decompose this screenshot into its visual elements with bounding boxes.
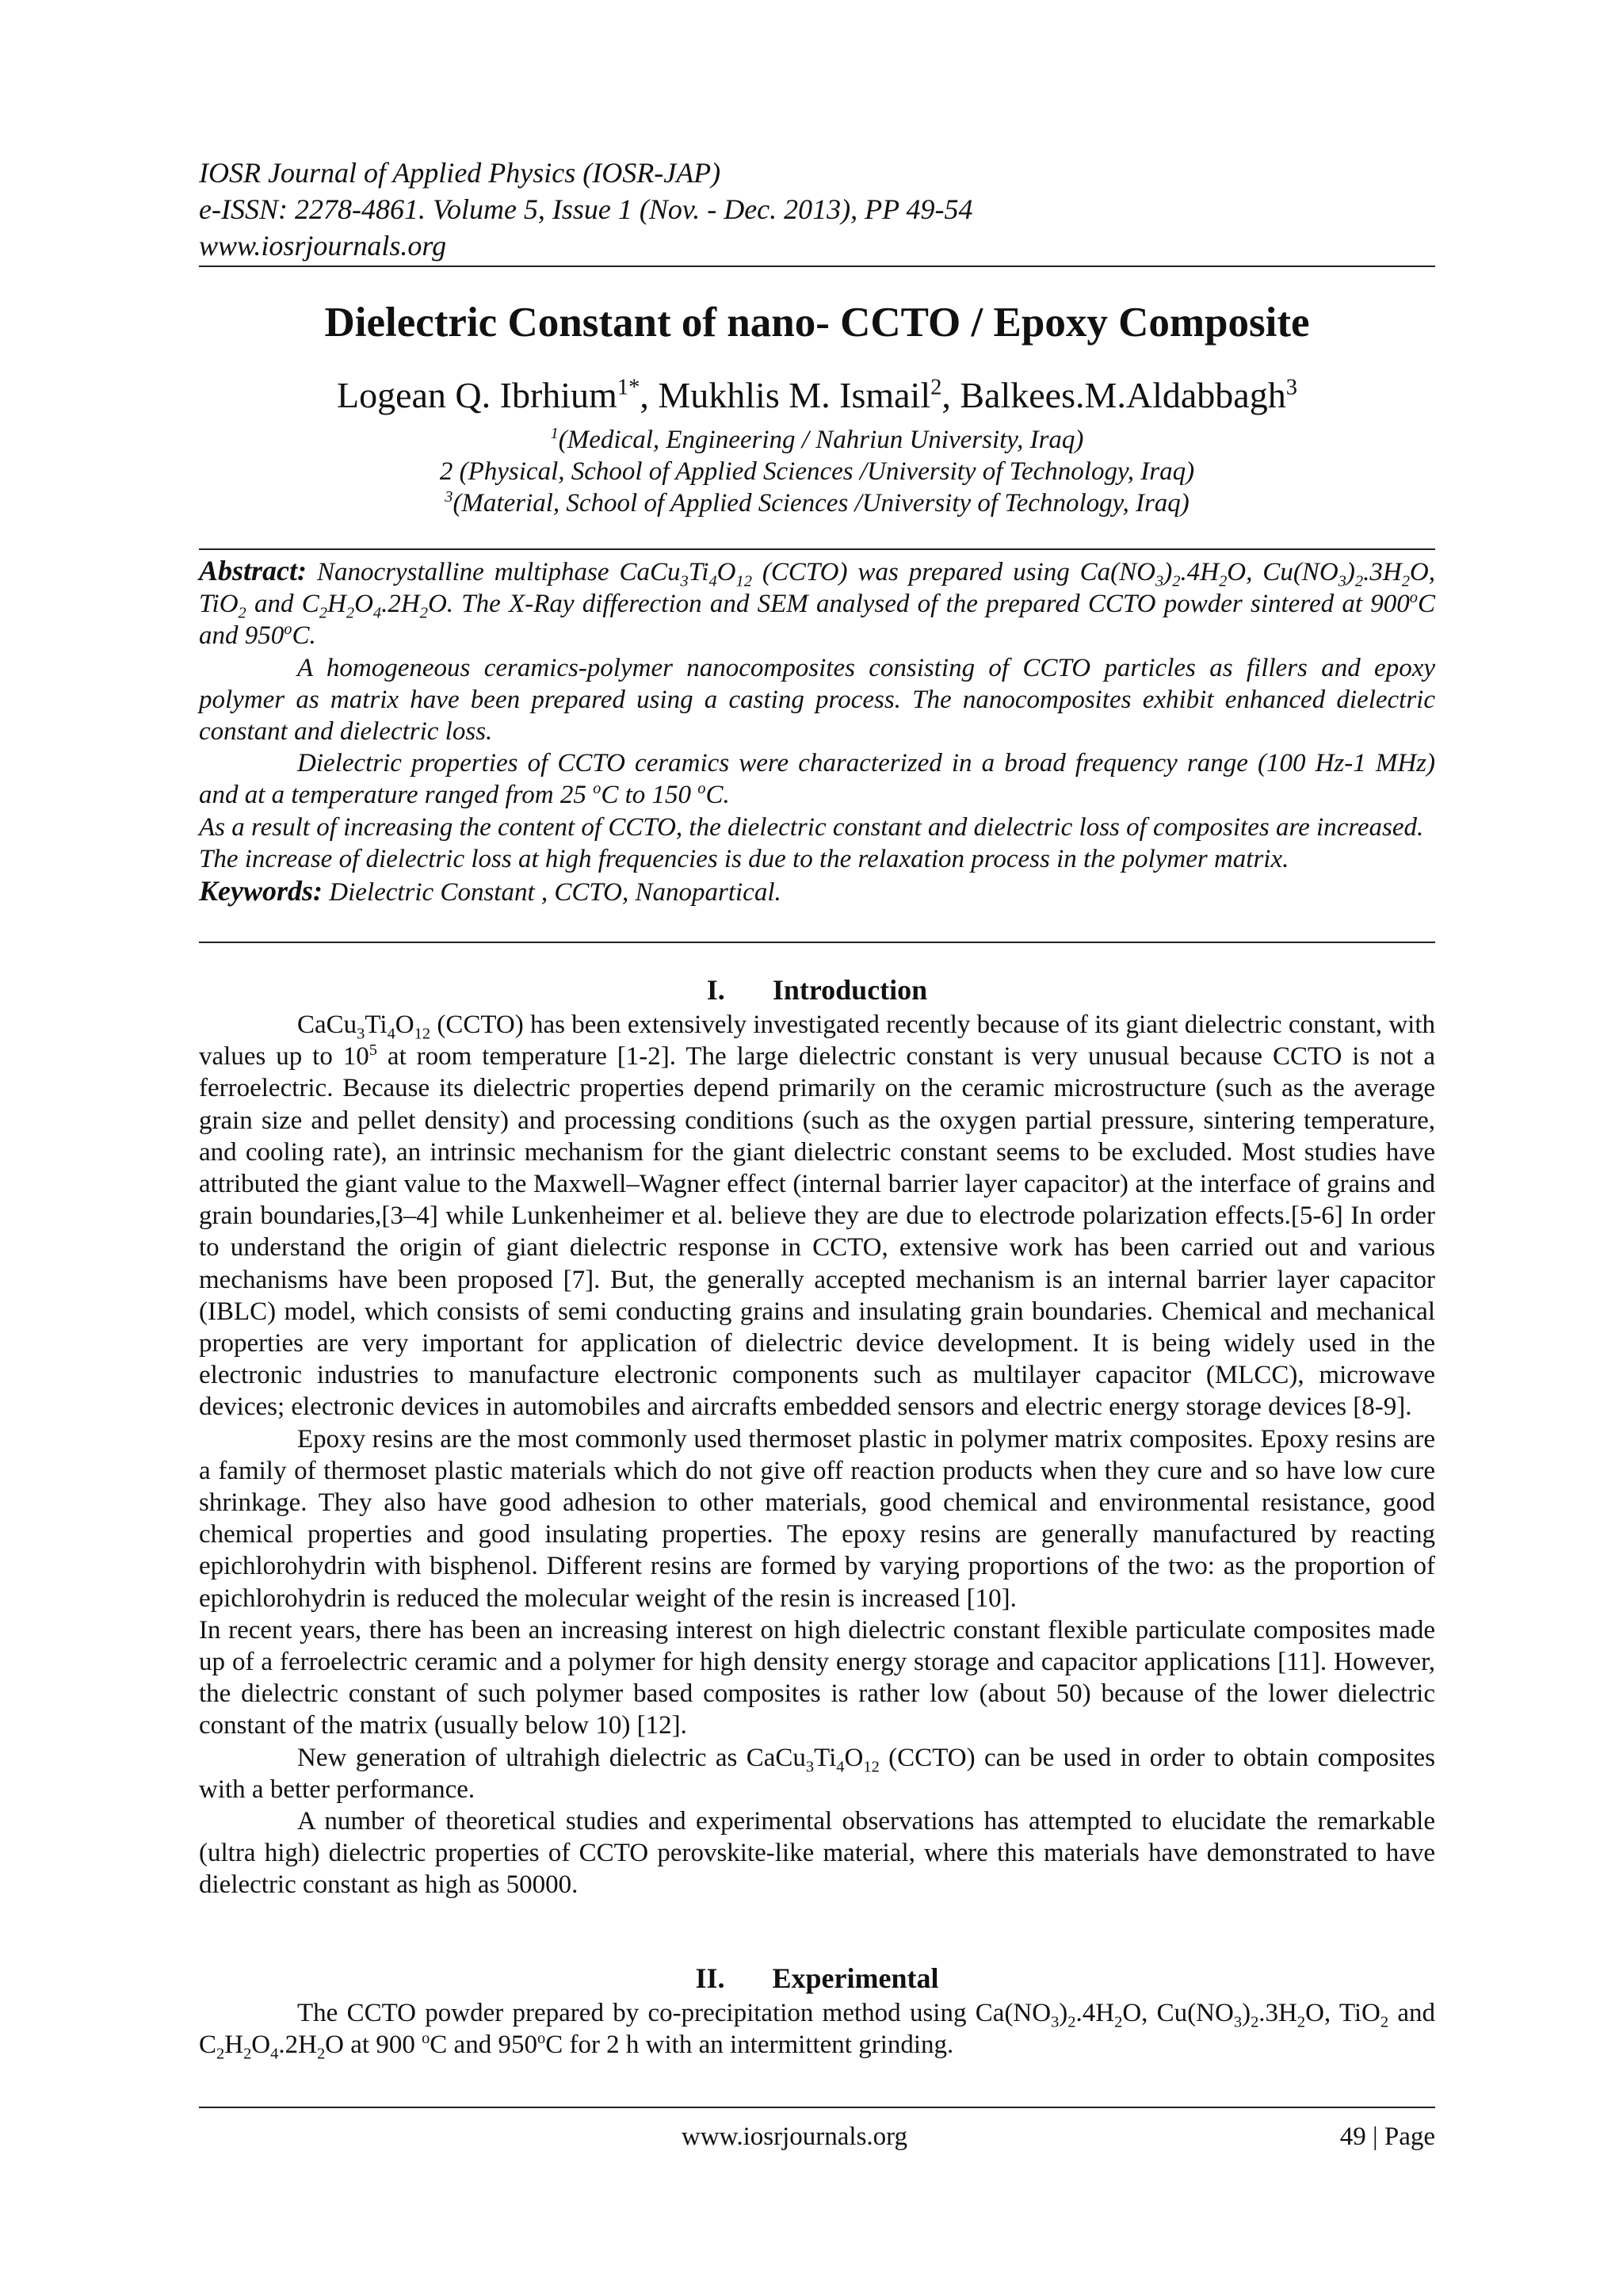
intro-p1: $CaCu_3Ti_4O_{12}$ (CCTO) has been extensively investigated recently because of its giant dielectric constant, with values up to $10^5$ at room temperature [1-2]. The large dielectric constant is very unusual because CCTO is not a ferroelectric. Because its dielectric properties depend primarily on the ceramic microstructure (such as the average grain size and pellet density) and processing conditions (such as the oxygen partial pressure, sintering temperature, and cooling rate), an intrinsic mechanism for the giant dielectric constant seems to be excluded. Most studies have attributed the giant value to the Maxwell–Wagner effect (internal barrier layer capacitor) at the interface of grains and grain boundaries,[3–4] while Lunkenheimer et al. believe they are due to electrode polarization effects.[5-6] In order to understand the origin of giant dielectric response in CCTO, extensive work has been carried out and various mechanisms have been proposed [7]. But, the generally accepted mechanism is an internal barrier layer capacitor (IBLC) model, which consists of semi conducting grains and insulating grain boundaries. Chemical and mechanical properties are very important for application of dielectric device development. It is being widely used in the electronic industries to manufacture electronic components such as multilayer capacitor (MLCC), microwave devices; electronic devices in automobiles and aircrafts embedded sensors and electric energy storage devices [8-9]. [199,1010,1435,1422]
author-1: Logean Q. Ibrhium [336,375,617,415]
keywords-label: Keywords: [199,875,323,907]
intro-p2: Epoxy resins are the most commonly used thermoset plastic in polymer matrix composites. Epoxy resins are a family of thermoset plastic materials which do not give off reaction products when they cure and so have low cure shrinkage. They also have good adhesion to other materials, good chemical and environmental resistance, good chemical properties and good insulating properties. The epoxy resins are generally manufactured by reacting epichlorohydrin with bisphenol. Different resins are formed by varying proportions of the two: as the proportion of epichlorohydrin is reduced the molecular weight of the resin is increased [10]. [199,1424,1435,1613]
journal-name: IOSR Journal of Applied Physics (IOSR-JAP) [199,157,721,189]
abstract-bottom-rule [199,942,1435,943]
author-3: , Balkees.M.Aldabbagh [941,375,1286,415]
abstract-p4: As a result of increasing the content of CCTO, the dielectric constant and dielectric loss of composites are increased. [199,812,1424,842]
affiliation-3: $^3$(Material, School of Applied Sciences /University of Technology, Iraq) [445,488,1190,518]
affiliation-2: 2 (Physical, School of Applied Sciences /University of Technology, Iraq) [439,457,1195,486]
footer-rule [199,2107,1435,2108]
abstract-p2: A homogeneous ceramics-polymer nanocomposites consisting of CCTO particles as fillers and epoxy polymer as matrix have been prepared using a casting process. The nanocomposites exhibit enhanced dielectric constant and dielectric loss. [199,653,1435,747]
affiliation-1: $^1$(Medical, Engineering / Nahriun University, Iraq) [550,425,1084,454]
paper-title: Dielectric Constant of nano- CCTO / Epoxy Composite [324,300,1310,346]
intro-p4: New generation of ultrahigh dielectric as $CaCu_3Ti_4O_{12}$ (CCTO) can be used in order to obtain composites with a better performance. [199,1743,1435,1804]
section-heading-experimental: II. Experimental [695,1962,939,1994]
journal-website[interactable]: www.iosrjournals.org [199,230,447,262]
abstract-p3: Dielectric properties of CCTO ceramics were characterized in a broad frequency range (100 Hz-1 MHz) and at a temperature ranged from 25 $^o$C to 150 $^o$C. [199,749,1435,810]
abstract-p5: The increase of dielectric loss at high frequencies is due to the relaxation process in the polymer matrix. [199,844,1289,873]
journal-issn: e-ISSN: 2278-4861. Volume 5, Issue 1 (Nov. - Dec. 2013), PP 49-54 [199,193,973,225]
footer-website[interactable]: www.iosrjournals.org [682,2122,908,2151]
header-rule [199,266,1435,267]
keywords: Keywords: Dielectric Constant , CCTO, Nanopartical. [199,875,781,907]
page-number: 49 | Page [1339,2122,1435,2151]
journal-header [199,155,1435,264]
section-experimental-body [199,1997,1435,2061]
abstract-label: Abstract: [199,555,307,586]
abstract-p1: Abstract: Nanocrystalline multiphase $CaCu_3Ti_4O_{12}$ (CCTO) was prepared using $Ca(NO_3)_2.4H_2O$, $Cu(NO_3)_2.3H_2O$, TiO$_2$ and $C_2H_2O_4.2H_2O$. The X-Ray differection and SEM analysed of the prepared CCTO powder sintered at 900$^o$C and 950$^o$C. [199,555,1435,651]
section-introduction-body [199,1009,1435,1901]
intro-p5: A number of theoretical studies and experimental observations has attempted to elucidate the remarkable (ultra high) dielectric properties of CCTO perovskite-like material, where this materials have demonstrated to have dielectric constant as high as 50000. [199,1807,1435,1900]
section-heading-introduction: I. Introduction [706,974,928,1006]
author-2: , Mukhlis M. Ismail [640,375,931,415]
author-list: Logean Q. Ibrhium$^{1*}$, Mukhlis M. Ismail$^2$, Balkees.M.Aldabbagh$^3$ [336,375,1297,415]
experimental-p1: The CCTO powder prepared by co-precipitation method using $Ca(NO_3)_2.4H_2O$, $Cu(NO_3)_2.3H_2O$, TiO$_2$ and $C_2H_2O_4.2H_2O$ at 900 $^o$C and 950$^o$C for 2 h with an intermittent grinding. [199,1999,1436,2063]
abstract-top-rule [199,548,1435,550]
abstract [199,555,1435,908]
intro-p3: In recent years, there has been an increasing interest on high dielectric constant flexible particulate composites made up of a ferroelectric ceramic and a polymer for high density energy storage and capacitor applications [11]. However, the dielectric constant of such polymer based composites is rather low (about 50) because of the lower dielectric constant of the matrix (usually below 10) [12]. [199,1615,1435,1740]
